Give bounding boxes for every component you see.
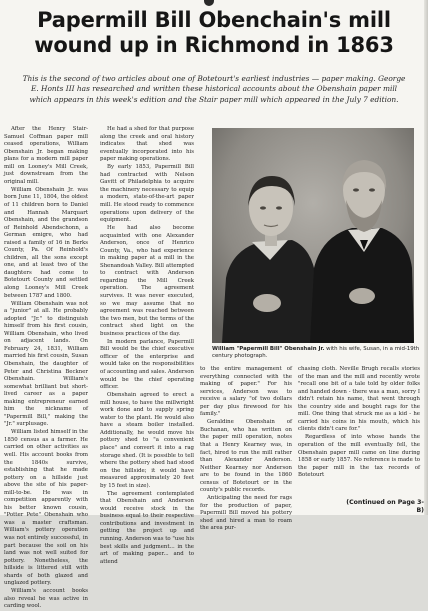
historical-portrait-photo: [212, 128, 414, 343]
portrait-illustration: [212, 128, 414, 343]
body-column-2: [100, 126, 194, 565]
paragraph: The agreement contemplated that Obenshain and Anderson would receive stock in the business equal to their respective contributions and investment in getting the project up and running. Anderson was to "use his best skills and judgment... in the art of making paper... and to attend: [100, 490, 194, 565]
paragraph: William's account books also reveal he was active in carding wool.: [4, 588, 88, 610]
caption-text: with his wife, Susan, in a mid-19th century photograph.: [212, 346, 420, 359]
body-column-4: [298, 366, 420, 498]
article-deck: This is the second of two articles about one of Botetourt's earliest industries — paper making. George E. Honts III has researched and written these historical accounts about the Obenshain paper mill which appears in this week's edition and the Stair paper mill which appeared in the July 7 edition.: [22, 74, 406, 104]
paragraph: Geraldine Obenshain of Buchanan, who has written on the paper mill operation, notes that a Henry Kearney was, in fact, hired to run the mill rather than Alexander Anderson. Neither Kearney nor Anderson are to be found in the 1860 census of Botetourt or in the county's public records.: [200, 419, 292, 494]
body-column-3: [200, 366, 292, 532]
paragraph: After the Henry Stair-Samuel Coffman paper mill ceased operations, William Obenshain Jr. began making plans for a modern mill paper mill on Looney's Mill Creek, just downstream from the original mill.: [4, 126, 88, 185]
paragraph: William listed himself in the 1850 census as a farmer. He carried on other activities as well. His account books from the 1840s survive, establishing that he made pottery on a hillside just above the site of his paper-mill-to-be. He was in competition apparently with his better known cousin, "Potter Pete" Obenshain who was a master craftsman. William's pottery operation was not entirely successful, in part because the soil on his land was not well suited for pottery. Nonetheless, the hillside is littered still with shards of both glazed and unglazed pottery.: [4, 429, 88, 587]
headline-line-2: wound up in Richmond in 1863: [34, 33, 394, 57]
paragraph: By early 1853, Papermill Bill had contracted with Nelson Gavitt of Philadelphia to acquire the machinery necessary to equip a modern, state-of-the-art paper mill. He stood ready to commence operations upon delivery of the equipment.: [100, 164, 194, 224]
paragraph: William Obenshain Jr. was born June 11, 1804, the oldest of 11 children born to Daniel and Hannah Marquart Obenshain, and the grandson of Reinhold Abendschonn, a German emigre, who had raised a family of 16 in Berks County, Pa. Of Reinhold's children, all the sons except one, and at least two of the daughters had come to Botetourt County and settled along Looney's Mill Creek between 1787 and 1800.: [4, 186, 88, 299]
headline-line-1: Papermill Bill Obenchain's mill: [37, 8, 391, 32]
paragraph: chasing cloth. Neville Brugh recalls stories of the man and the mill and recently wrote "recall one bit of a tale told by older folks and handed down - there was a man, sorry I didn't retain his name, that went through the country side and bought rags for the mill. One thing that struck me as a kid - he carried his coins in his mouth, which his clients didn't care for.": [298, 366, 420, 433]
paragraph: Anticipating the need for rags for the production of paper, Papermill Bill moved his pottery shed and hired a man to roam the area pur-: [200, 495, 292, 532]
paragraph: Obenshain agreed to erect a mill house, to have the millwright work done and to supply spring water to the plant. He would also have a steam boiler installed. Additionally, he would move his pottery shed to "a convenient place" and convert it into a rag storage shed. (It is possible to tell where the pottery shed had stood on the hillside; it would have measured approximately 20 feet by 15 feet in size).: [100, 392, 194, 489]
caption-subject: William "Papermill Bill" Obenshain Jr.: [212, 346, 325, 352]
page-top-mark: [204, 0, 214, 6]
continued-on-link[interactable]: (Continued on Page 3-B): [346, 499, 424, 514]
paragraph: to the entire management of everything connected with the making of paper." For his services, Anderson was to receive a salary "of two dollars per day plus firewood for his family.": [200, 366, 292, 418]
paragraph: In modern parlance, Papermill Bill would be the chief executive officer of the enterprise and would take on the responsibilities of accounting and sales. Anderson would be the chief operating officer.: [100, 338, 194, 391]
paragraph: He had a shed for that purpose along the creek and oral history indicates that shed was eventually incorporated into his paper making operations.: [100, 126, 194, 163]
body-column-1: [4, 126, 88, 610]
paragraph: William Obenshain was not a "junior" at all. He probably adopted "Jr." to distinguish himself from his first cousin, William Obenshain, who lived on adjacent lands. On February 24, 1831, William married his first cousin, Susan Obenshain, the daughter of Peter and Christina Beckner Obenshain. William's somewhat brilliant but short-lived career as a paper making entrepreneur earned him the nickname of "Papermill Bill," making the "Jr." surplusage.: [4, 300, 88, 428]
scan-edge-shadow: [424, 0, 428, 515]
paragraph: He had also become acquainted with one Alexander Anderson, once of Henrico County, Va., who had experience in making paper at a mill in the Shenandoah Valley. Bill attempted to contract with Anderson regarding the Mill Creek operation. The agreement survives. It was never executed, so we may assume that no agreement was reached between the two men, but the terms of the contract shed light on the business practices of the day.: [100, 225, 194, 337]
photo-caption: [212, 346, 420, 360]
paragraph: Regardless of into whose hands the operation of the mill eventually fell, the Obenshain paper mill came on line during 1858 or early 1857. No reference is made to the paper mill in the tax records of Botetourt: [298, 434, 420, 479]
